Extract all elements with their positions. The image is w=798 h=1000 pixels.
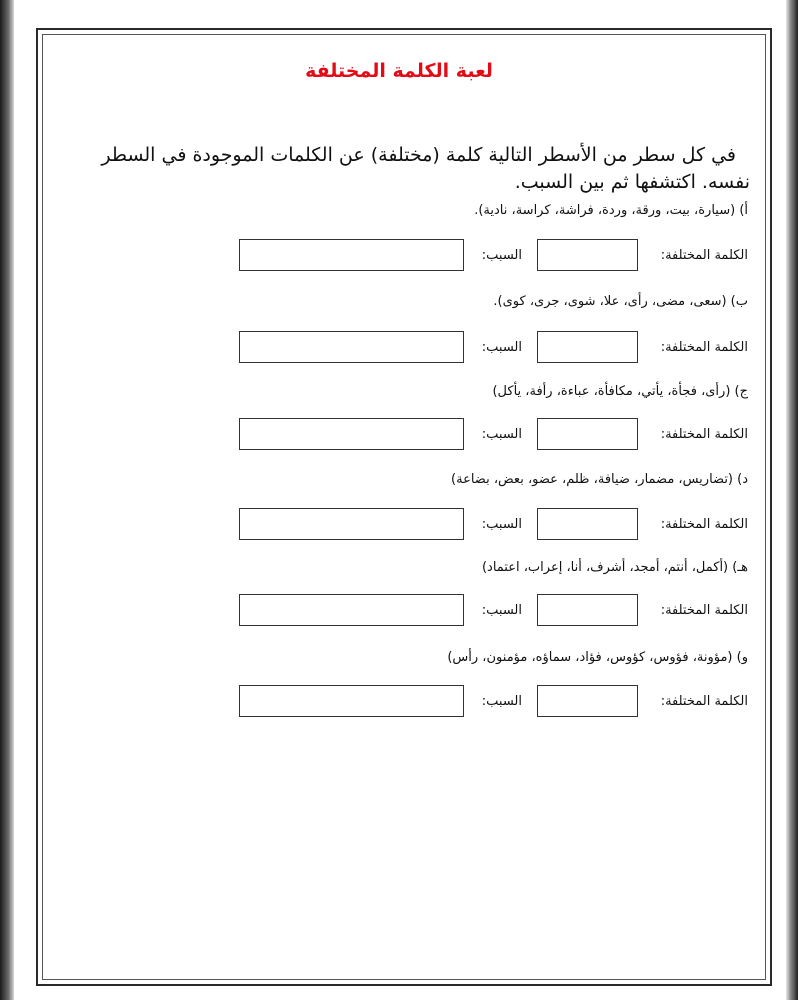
different-word-label: الكلمة المختلفة: — [660, 694, 748, 709]
different-word-label: الكلمة المختلفة: — [660, 603, 748, 618]
question-f: و) (مؤونة، فؤوس، كؤوس، فؤاد، سماؤه، مؤمنون، رأس) — [447, 650, 748, 665]
instructions-line-1: في كل سطر من الأسطر التالية كلمة (مختلفة) عن الكلمات الموجودة في السطر — [101, 144, 736, 166]
worksheet-title: لعبة الكلمة المختلفة — [305, 60, 493, 82]
reason-box[interactable] — [239, 239, 464, 271]
instructions-line-2: نفسه. اكتشفها ثم بين السبب. — [514, 171, 750, 193]
answer-row-d — [238, 508, 748, 542]
reason-label: السبب: — [481, 603, 522, 618]
question-e: هـ) (أكمل، أنتم، أمجد، أشرف، أنا، إعراب، اعتماد) — [481, 560, 748, 575]
different-word-box[interactable] — [537, 594, 638, 626]
answer-row-a — [238, 239, 748, 273]
different-word-box[interactable] — [537, 418, 638, 450]
different-word-label: الكلمة المختلفة: — [660, 517, 748, 532]
reason-box[interactable] — [239, 508, 464, 540]
answer-row-c — [238, 418, 748, 452]
reason-label: السبب: — [481, 517, 522, 532]
reason-label: السبب: — [481, 427, 522, 442]
question-a: أ) (سيارة، بيت، ورقة، وردة، فراشة، كراسة، نادية). — [474, 203, 748, 218]
different-word-box[interactable] — [537, 331, 638, 363]
different-word-label: الكلمة المختلفة: — [660, 340, 748, 355]
question-b: ب) (سعى، مضى، رأى، علا، شوى، جرى، كوى). — [493, 294, 748, 309]
reason-box[interactable] — [239, 418, 464, 450]
reason-box[interactable] — [239, 331, 464, 363]
left-page-edge — [0, 0, 14, 1000]
answer-row-e — [238, 594, 748, 628]
reason-label: السبب: — [481, 340, 522, 355]
question-d: د) (تضاريس، مضمار، ضيافة، ظلم، عضو، بعض، بضاعة) — [451, 472, 748, 487]
answer-row-f — [238, 685, 748, 719]
reason-label: السبب: — [481, 694, 522, 709]
instructions — [60, 142, 750, 196]
different-word-label: الكلمة المختلفة: — [660, 248, 748, 263]
reason-box[interactable] — [239, 685, 464, 717]
different-word-label: الكلمة المختلفة: — [660, 427, 748, 442]
different-word-box[interactable] — [537, 508, 638, 540]
different-word-box[interactable] — [537, 239, 638, 271]
reason-box[interactable] — [239, 594, 464, 626]
right-page-edge — [786, 0, 798, 1000]
question-c: ج) (رأى، فجأة، يأتي، مكافأة، عباءة، رأفة، يأكل) — [492, 384, 748, 399]
answer-row-b — [238, 331, 748, 365]
reason-label: السبب: — [481, 248, 522, 263]
different-word-box[interactable] — [537, 685, 638, 717]
